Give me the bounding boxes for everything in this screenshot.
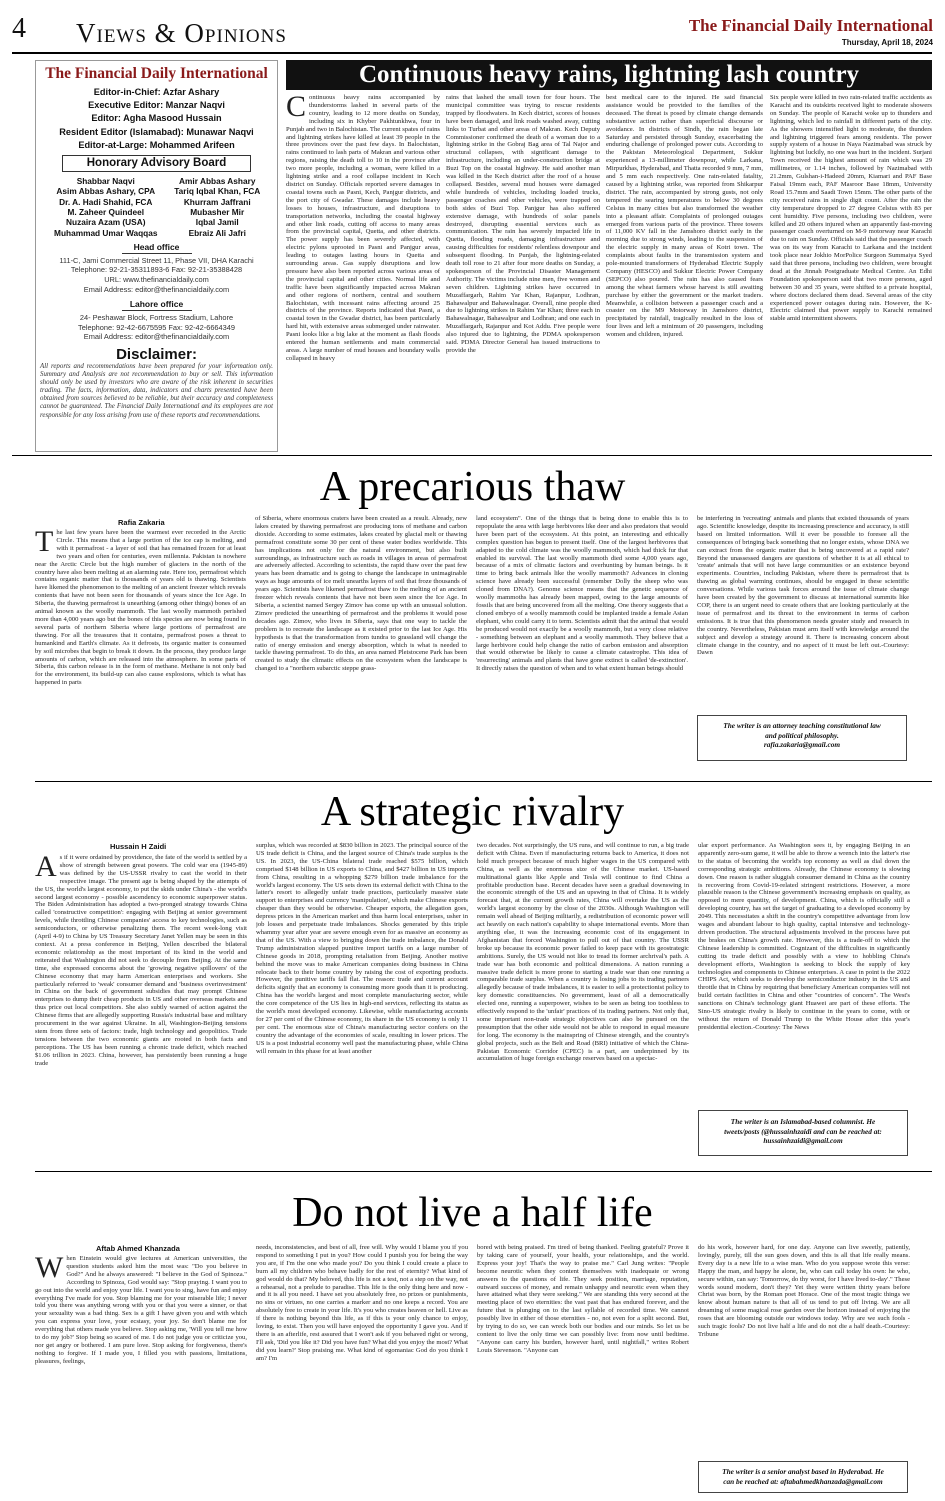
disclaimer-title: Disclaimer: bbox=[116, 345, 197, 363]
story4-col2-text: needs, inconsistencies, and best of all, free will. Why would I blame you if you respond to something I put in you? How could I punish you for being the way you are, if I'm the one who made you? Do you think I could create a place to burn all my children who behave badly for the rest of eternity? What kind of god would do that? My beloved, this life is not a test, not a step on the way, not a rehearsal, not a prelude to paradise. This life is the only thing here and now - and it is all you need. I have set you absolutely free, no prizes or punishments, no sins or virtues, no one carries a marker and no one keeps a record. You are absolutely free to create in your life. It's you who creates heaven or hell. Live as if there is nothing beyond this life, as if this is your only chance to enjoy, loving, to exist. Then you will have enjoyed the opportunity I gave you. And if there is an afterlife, rest assured that I won't ask if you behaved right or wrong, I'll ask, 'Did you like it? Did you have fun? What did you enjoy the most? What did you learn?' Stop praising me. What kind of egomaniac God do you think I am? I'm bbox=[256, 1244, 468, 1362]
story2-byline: Rafia Zakaria bbox=[118, 518, 165, 527]
masthead-date: Thursday, April 18, 2024 bbox=[841, 38, 933, 47]
story1-column-2 bbox=[446, 94, 600, 450]
editor-at-large: Editor-at-Large: Mohammed Arifeen bbox=[78, 139, 235, 150]
story1-bottom-rule bbox=[12, 455, 932, 456]
story4-writer-email: can be reached at: aftabahmedkhanzada@gmail.com bbox=[723, 1476, 883, 1486]
advisory-board-members bbox=[36, 174, 277, 238]
story3-col2-text: surplus, which was recorded at $830 billion in 2023. The principal source of the US trade deficit is China, and the largest source of China's trade surplus is the US. In 2023, the US-China bilateral trade reached $575 billion, which comprised $148 billion in US exports to China, and $427 billion in US imports from China, resulting in a whopping $279 billion trade imbalance for the world's largest economy. The US sets down its external deficit with China to the latter's resort to allegedly unfair trade practices, particularly massive state support to enterprises and currency 'manipulation', which make Chinese exports cheaper than they would be otherwise. Cheaper exports, the allegation goes, depress prices in the American market and thus harm local enterprises, usher in job losses and perpetuate trade imbalances. Shocks generated by this triple whammy year after year are severe enough even for as massive an economy as that of the US. With a view to bringing down the trade imbalance, the Donald Trump administration slapped punitive import tariffs on a large number of Chinese goods in 2018, prompting retaliation from Beijing. Another motive behind the move was to make American companies doing business in China relocate back to their home country by raising the cost of exporting products. However, the punitive tariffs fall flat. The reason: trade and current account deficits signify that an economy is consuming more goods than it is producing. China has the world's largest and most complete manufacturing sector, while the core competence of the US lies in high-end services, reflecting its status as the world's most developed economy. Likewise, while manufacturing accounts for 27 per cent of the Chinese economy, its share in the US economy is only 11 per cent. The enormous size of China's manufacturing sector confers on the country the advantage of the economies of scale, resulting in lower prices. The US is a post industrial economy well past the manufacturing phase, while China will remain in this phase for at least another bbox=[256, 842, 468, 1055]
lahore-office-address: 24- Peshawar Block, Fortress Stadium, Lahore bbox=[79, 313, 234, 323]
lahore-office-email: Email Address: editor@thefinancialdaily.com bbox=[83, 332, 230, 342]
story4-col3-text: bored with being praised. I'm tired of being thanked. Feeling grateful? Prove it by taking care of yourself, your health, your relationships, and the world. Express your joy! That's the way to praise me." Carl Jung writes: "People become neurotic when they content themselves with inadequate or wrong answers to the questions of life. They seek position, marriage, reputation, outward success of money, and remain unhappy and neurotic even when they have attained what they were seeking." We are standing this very second at the meeting place of two eternities: the vast past that has endured forever, and the future that is plunging on to the last syllable of recorded time. We cannot possibly live in either of those eternities - no, not even for a split second. But, by trying to do so, we can wreck both our bodies and our minds. So let us be content to live the only time we can possibly live: from now until bedtime. "Anyone can carry his burden, however hard, until nightfall," writes Robert Louis Stevenson. "Anyone can bbox=[477, 1244, 689, 1354]
story3-writer-note bbox=[698, 1110, 908, 1156]
advisory-member: Asim Abbas Ashary, CPA bbox=[56, 186, 156, 197]
story3-column-1 bbox=[35, 854, 247, 1168]
sidebar bbox=[35, 60, 278, 452]
story2-column-3 bbox=[476, 515, 688, 776]
sidebar-paper-name: The Financial Daily International bbox=[45, 65, 268, 82]
story3-col1-text: s if it were ordained by providence, the fate of the world is settled by a show of strength between great powers. The cold war era (1945-89) was defined by the US-USSR rivalry to cast the world in their respective image. The present age is being shaped by the attempts of the US, the world's largest economy, to put the skids under China's - the world's second largest economy - possible ascendency to economic superpower status. The Biden Administration has adopted a two-pronged strategy towards China called 'constructive competition': engaging with Beijing at senior government levels, while throttling Chinese companies' access to key technologies, such as semiconductors, or otherwise penalizing them. The recent week-long visit (April 4-9) to China by US Treasury Secretary Janet Yellen may be seen in this context. At a press conference in Beijing, Yellen described the bilateral economic relationship as the most important of its kind in the world and reiterated that Washington did not seek to decouple from Beijing. At the same time, she expressed concerns about the 'growing negative spillovers' of the Chinese economy that may harm American enterprises and workers. She particularly referred to 'weak' consumer demand and 'business overinvestment' in China on the back of government subsidies that may prompt Chinese enterprises to dump their cheap products in US and other overseas markets and thus price out local competitors. She also subtly warned of action against the Chinese firms that are allegedly supporting Russia's industrial base and military procurement in the war against Ukraine. In all, Washington-Beijing tensions stem from three sets of factors: trade, high technology and geopolitics. Trade tensions between the two economic giants are rooted in both facts and perceptions. The US has been running a chronic trade deficit, which reached $1.06 trillion in 2023. China, however, has persistently been running a huge trade bbox=[35, 854, 247, 1067]
story3-column-3 bbox=[477, 842, 689, 1168]
story4-col1-text: hen Einstein would give lectures at American universities, the question students asked him the most was: "Do you believe in God?" And he always answered: "I believe in the God of Spinoza." According to Spinoza, God would say: "Stop praying. I want you to go out into the world and enjoy your life. I want you to sing, have fun and enjoy everything I've made for you. Stop blaming me for your miserable life; I never told you there was anything wrong with you or that you were a sinner, or that your sexuality was a bad thing. Sex is a gift I have given you and with which you can express your love, your ecstasy, your joy. So don't blame me for everything that others made you believe. Stop asking me, 'Will you tell me how to do my job?' Stop being so scared of me. I do not judge you or criticize you, nor get angry or bothered. I am pure love. Stop asking for forgiveness, there's nothing to forgive. If I made you, I filled you with passions, limitations, pleasures, feelings, bbox=[35, 1255, 247, 1365]
editor-list bbox=[36, 86, 277, 152]
head-office-url: URL: www.thefinancialdaily.com bbox=[104, 274, 209, 284]
story3-bottom-rule bbox=[35, 1171, 932, 1172]
story4-column-3 bbox=[477, 1244, 689, 1483]
story1-col3-text: best medical care to the injured. He said financial assistance would be provided to the families of the deceased. The threat is posed by climate change demands substantive action rather than superficial discourse or avoidance. In districts of Sindh, the rain began late Saturday and persisted through Sunday, exacerbating the enduring challenge of prolonged power cuts. According to the Pakistan Meteorological Department, Sukkur experienced a 13-millimeter downpour, while Larkana, Mirpurkhas, Hyderabad, and Thatta recorded 9 mm, 7 mm, and 5 mm each respectively. One rain-related fatality, caused by a lightning strike, was reported from Shikarpur district. The rain, accompanied by strong gusts, not only tempered the searing temperatures to below 30 degrees Celsius in many cities but also transformed the weather into a pleasant affair. Complaints of prolonged outages emerged from various parts of the province. Three towers of 11,000 KV fall in the Jamshoro district early in the morning due to strong winds, leading to the suspension of the electric supply in many areas of Kotri town. The complaints about faults in the transmission system and pole-mounted transformers of Hyderabad Electric Supply Company (HESCO) and Sukkur Electric Power Company (SEPCO) also poured. The rain has also caused fears among the wheat farmers whose harvest is still awaiting purchase by either the government or the market traders. Meanwhile, a collision between a passenger coach and a coaster on the M9 Motorway in Jamshoro district, precipitated by rainfall, tragically resulted in the loss of four lives and left a minimum of 20 passengers, including women and children, injured. bbox=[606, 94, 763, 339]
story3-byline: Hussain H Zaidi bbox=[110, 842, 167, 851]
lahore-office-info bbox=[36, 313, 277, 342]
story2-writer-note bbox=[697, 715, 907, 761]
story4-writer-note bbox=[698, 1461, 908, 1493]
story3-col3-text: two decades. Not surprisingly, the US runs, and will continue to run, a big trade deficit with China. Even if manufacturing returns back to America, it does not hold much prospect because of much higher wages in the US compared with China, as well as the enormous size of the Chinese market. US-based multinational giants like Apple and Tesla will continue to find China a profitable production base. Recent decades have seen a gradual downswing in the economic strength of the US and an upswing in that of China. It is widely forecast that, at the current growth rates, China will overtake the US as the world's largest economy by the close of the 2030s. Although Washington will remain well ahead of Beijing militarily, a redistribution of economic power will act heavily on each nation's capability to shape international events. More than anything else, it was the increasing economic cost of its engagement in Afghanistan that forced Washington to pull out of that country. The USSR broke up because its economic power failed to keep pace with its geostrategic ambitions. Surely, the US would not like to tread its former archrival's path. A trade war has both economic and political dimensions. A nation running a massive trade deficit is more prone to starting a trade war than one running a comparable trade surplus. When a country is losing jobs to its trading partners allegedly because of trade imbalances, it is easier to sell a protectionist policy to key domestic constituencies. No government, least of all a democratically elected one, running a superpower, wishes to be seen as being too toothless to effectively respond to the 'unfair' practices of its trading partners. Not only that, some important non-trade strategic objectives can also be pursued on the presumption that the other side would not be able to respond in equal measure for long. The economy is the mainspring of Chinese strength, and the country's global projects, such as the Belt and Road (BRI) initiative of which the China-Pakistan Economic Corridor (CPEC) is a part, are underpinned by its accumulation of huge foreign exchange reserves based on a spectac- bbox=[477, 842, 689, 1063]
story2-col2-text: of Siberia, where enormous craters have been created as a result. Already, new lakes created by thawing permafrost are producing tons of methane and carbon dioxide. According to some estimates, lakes created by glacial melt or thawing permafrost constitute some 30 per cent of these water bodies worldwide. This has implications not only for the natural environment, but also built surroundings, as infrastructure such as roads in villages in areas of permafrost are adversely affected. According to scientists, the rapid thaw over the past few years has been dramatic and is going to change the landscape in unimaginable ways as huge amounts of ice melt unearths layers of soil that froze thousands of years ago. Scientists have likened permafrost thaw to the melting of an ancient freezer which reveals contents that have not been seen since the Ice Age. In Siberia, a scientist named Sergey Zimov has come up with an unusual solution. Zimov predicted the unearthing of permafrost and the problems it would pose decades ago. Zimov, who lives in Siberia, says that one way to tackle the problem is to recreate the landscape as it existed prior to the last Ice Age. His hypothesis is that the transformation from tundra to grassland will change the ratio of energy emission and energy absorption, which is what is needed to tackle thawing permafrost. To do this, an area named Pleistocene Park has been created to study the climatic effects on the ecosystem when the landscape is changed to a "northern subarctic steppe grass- bbox=[255, 515, 467, 673]
head-office-address: 111-C, Jami Commercial Street 11, Phase VII, DHA Karachi bbox=[59, 255, 254, 265]
advisory-member: Mubasher Mir bbox=[190, 206, 245, 217]
story4-headline: Do not live a half life bbox=[292, 1190, 653, 1236]
editor: Editor: Agha Masood Hussain bbox=[91, 113, 222, 124]
story4-byline: Aftab Ahmed Khanzada bbox=[96, 1244, 180, 1253]
story3-drop-cap: A bbox=[35, 854, 57, 883]
section-title: Views & Opinions bbox=[76, 18, 287, 48]
story2-col1-text: he last few years have been the warmest ever recorded in the Arctic Circle. This means that a large portion of the ice cap is melting, and with it permafrost - a layer of soil that has remained frozen for at least two years and often for centuries, even millennia. Pakistan is nowhere near the Arctic Circle but the high number of glaciers in the north of the country have also been melting at an alarming rate. Here too, permafrost which contains organic matter that is thousands of years old is thawing. Scientists have likened the phenomenon to the melting of an ancient freezer which reveals contents that have not been seen for thousands of years since the Ice Age. In Siberia, the thawing permafrost is unearthing (among other things) bones of an animal known as the woolly mammoth. The last woolly mammoth perished more than 4,000 years ago but the bones of this species are now being found in several parts of northern Siberia where large portions of permafrost are thawing. For all the treasures that it contains, permafrost poses a threat to humankind and Earth's climate. As it defrosts, its organic matter is consumed by soil microbes that begin to break it down. In the process, they produce large amounts of carbon, which are released into the atmosphere. In some parts of Siberia, this carbon release is in the form of methane. Methane is not only bad for the environment, its build-up can also cause explosions, which is what has happened in parts bbox=[35, 529, 246, 687]
story1-col4-text: Six people were killed in two rain-related traffic accidents as Karachi and its outskirts received light to moderate showers on Sunday. The people of Karachi woke up to thunders and lightning, which led to rainfall in different parts of the city. As the showers intensified light to moderate, the thunders and lightning triggered fears among residents. The power supply system of a house in Naya Nazimabad was struck by lightning but luckily, no one was hurt in the incident. Surjani Town received the highest amount of rain which was 29 millimetres, or 1.14 inches, followed by Nazimabad with 21.2mm, Gulshan-i-Hadeed 20mm, Kiamari and PAF Base Faisal 19mm each, PAF Masroor Base 18mm, University Road 15.7mm and Saadi Town 15mm. The other parts of the city received rains in single digit count. After the rain the city temperature dropped to 27 degree Celsius with 83 per cent humidity. Five persons, including two children, were killed and 20 others injured when an apparently fast-moving passenger coach overturned on M-9 motorway near Karachi due to rain on Sunday. Officials said that the passenger coach was on its way from Karachi to Larkana and the incident took place near Jokhio MorPolice Surgeon Summaiya Syed said that three persons, including two children, were brought dead at the Jinnah Postgraduate Medical Centre. An Edhi Foundation spokesperson said that two more persons, aged between 30 and 35 years, were shifted to a private hospital, where doctors declared them dead. Several areas of the city experienced power outages during rain. However, the K-Electric claimed that power supply to Karachi remained stable amid intermittent showers. bbox=[770, 94, 932, 323]
story3-writer-email: hussainhzaidi@gmail.com bbox=[763, 1136, 843, 1145]
advisory-board-title: Honorary Advisory Board bbox=[62, 155, 251, 172]
story2-writer-email: rafia.zakaria@gmail.com bbox=[763, 740, 841, 749]
disclaimer-text: All reports and recommendations have been prepared for your information only. Summary and Analysis are not recommendation to buy or sell. This information should only be used by investors who are aware of the risk inherent in securities trading. The facts, information, data, indicators and charts presented have been obtained from sources believed to be reliable, but their accuracy and completeness cannot be guaranteed. The Financial Daily International and its employees are not responsible for any loss arising from use of these reports and recommendations. bbox=[40, 362, 273, 419]
advisory-member: Khurram Jaffrani bbox=[183, 196, 251, 207]
advisory-member: Ebraiz Ali Jafri bbox=[188, 227, 246, 238]
story2-column-4 bbox=[697, 515, 909, 710]
head-office-phone: Telephone: 92-21-35311893-6 Fax: 92-21-35388428 bbox=[70, 265, 243, 275]
story2-writer-line: The writer is an attorney teaching constitutional law bbox=[723, 721, 881, 730]
story2-drop-cap: T bbox=[35, 529, 54, 558]
advisory-member: Iqbal Jamil bbox=[195, 217, 239, 228]
advisory-member: Shabbar Naqvi bbox=[76, 176, 135, 187]
story1-column-1 bbox=[286, 94, 440, 450]
story3-headline: A strategic rivalry bbox=[320, 789, 625, 835]
advisory-member: Dr. A. Hadi Shahid, FCA bbox=[59, 196, 153, 207]
story4-col4-text: do his work, however hard, for one day. Anyone can live sweetly, patiently, lovingly, purely, till the sun goes down, and this is all that life really means. Every day is a new life to a wise man. Who do you suppose wrote this verse: Happy the man, and happy he alone, he, who can call today his own: he who, secure within, can say: 'Tomorrow, do thy worst, for I have lived to-day'." These words sound modern, don't they? Yet they were written thirty years before Christ was born, by the Roman poet Horace. One of the most tragic things we know about human nature is that all of us tend to put off living. We are all dreaming of some magical rose garden over the horizon instead of enjoying the roses that are blooming outside our windows today. Why are we such fools - such tragic fools? Do not live half a life and do not die a half death.-Courtesy: Tribune bbox=[698, 1244, 910, 1338]
lahore-office-phone: Telephone: 92-42-6675595 Fax: 92-42-6664349 bbox=[78, 322, 235, 332]
story3-column-2 bbox=[256, 842, 468, 1168]
head-office-email: Email Address: editor@thefinancialdaily.com bbox=[83, 284, 230, 294]
resident-editor: Resident Editor (Islamabad): Munawar Naqvi bbox=[59, 126, 254, 137]
executive-editor: Executive Editor: Manzar Naqvi bbox=[88, 100, 225, 111]
story2-writer-line: and political philosophy. bbox=[765, 730, 839, 740]
story2-col3-text: land ecosystem". One of the things that is being done to enable this is to repopulate the area with large herbivores like deer and also predators that would have been part of the ecosystem. At this point, an interesting and ethically complex question has begun to present itself. One of the largest herbivores that adapted to the cold climate was the woolly mammoth, which had thick fur that enabled its survival. The last woolly mammoth died some 4,000 years ago, because of a mix of climatic factors and overhunting by human beings. Is it time to bring back animals like the woolly mammoth? Advances in cloning science have already been successful (remember Dolly the sheep who was cloned from DNA?). Genome science means that the genetic sequence of woolly mammoths has already been mapped, owing to the large amounts of fossils that are being uncovered from all the melting. One theory suggests that a cloned embryo of a woolly mammoth could be implanted inside a female Asian elephant, who could carry it to term. Scientists admit that the animal that would be produced would not exactly be a woolly mammoth, but a very close relative - something between an elephant and a woolly mammoth. They believe that a large herbivore could help change the ratio of carbon emission and absorption that would otherwise be likely to cause a climate catastrophe. This idea of 'resurrecting' animals and plants that have gone extinct is called 'de-extinction'. It directly raises the question of when and to what extent human beings should bbox=[476, 515, 688, 673]
story4-column-4 bbox=[698, 1244, 910, 1457]
advisory-member: Nuzaira Azam (USA) bbox=[66, 217, 146, 228]
story1-column-4 bbox=[770, 94, 932, 450]
story2-column-2 bbox=[255, 515, 467, 776]
story2-headline: A precarious thaw bbox=[319, 464, 626, 510]
story4-drop-cap: W bbox=[35, 1255, 64, 1284]
head-office-info bbox=[36, 256, 277, 294]
story2-col4-text: be interfering in 'recreating' animals and plants that existed thousands of years ago. Scientific knowledge, despite its increasing prescience and accuracy, is still based on limited information. Will it ever be possible to foresee all the consequences of bringing back something that no longer exists, whose DNA we can extract from the organic matter that is being uncovered at a rapid rate? Beyond the unassessed dangers are questions of whether it is at all ethical to 'create' animals that will not have large communities or an existence beyond experiments. Countries, including Pakistan, where there is permafrost that is thawing as global warming continues, should be engaged in these scientific conversations. While various task forces around the issue of climate change have been created by the government to discuss at international summits like COP, there is an urgent need to create others that are looking particularly at the issue of permafrost and its threat to the environment in terms of carbon emissions. It is true that this phenomenon needs greater study and research in the country. Nevertheless, Pakistan must arm itself with knowledge around the subject and develop a strategy around it. There is increasing concern about climate change in the country, and no aspect of it must be left out.-Courtesy: Dawn bbox=[697, 515, 909, 657]
page-number: 4 bbox=[12, 13, 26, 44]
story1-col2-text: rains that lashed the small town for four hours. The municipal committee was trying to rescue residents trapped by floodwaters. In Kech district, scores of houses have been damaged, and link roads washed away, cutting links to Turbat and other areas of Makran. Kech Deputy Commissioner confirmed the death of a woman due to a lightning strike in the Gobraj Bag area of Tal Najor and structural collapses, with significant damage to infrastructure, including an under-construction bridge at Buzi Top on the coastal highway. He said another man was killed in the Kech district after the roof of a house collapsed. Besides, several mud houses were damaged while hundreds of vehicles, including loaded trucks, passenger coaches and other vehicles, were trapped on both sides of Buzi Top. Panjgur has also suffered extensive damage, with hundreds of solar panels destroyed, disrupting essential services such as communication. The rain has severely impacted life in Quetta, flooding roads, damaging infrastructure and causing difficulties for residents' relentless downpour and subsequent flooding. In Punjab, the lightning-related death toll rose to 21 after four more deaths on Sunday, a spokesperson of the Provincial Disaster Management Authority. The victims include nine men, five women and seven children. Lightning strikes have occurred in Muzaffargarh, Rahim Yar Khan, Rajanpur, Lodhran, Bahawalpur and Bahawalnagar. Overall, nine people died due to lightning strikes in Rahim Yar Khan; three each in Bahawalnagar, Bahawalpur and Lodhran; and one each in Muzaffargarh, Rajanpur and Kot Addu. Five people were also injured due to lightning, the PDMA spokesperson said. PDMA Director General has issued instructions to provide the bbox=[446, 94, 600, 354]
story4-writer-line: The writer is a senior analyst based in Hyderabad. He bbox=[722, 1467, 884, 1476]
masthead-paper-name: The Financial Daily International bbox=[688, 16, 933, 35]
story3-col4-text: ular export performance. As Washington sees it, by engaging Beijing in an apparently zero-sum game, it will be able to throw a wrench into the latter's rise to the status of becoming the world's top economy as well as dial down the corresponding strategic ambitions. Already, the Chinese economy is slowing down. One reason is rather sluggish consumer demand in China as the country is recovering from Covid-19-related stringent restrictions. However, a more plausible reason is the Chinese government's increasing emphasis on quality, as opposed to mere quantity, of development. China, which is officially still a developing country, has set the target of graduating to a developed economy by 2049. This necessitates a shift in the country's competitive advantage from low wages and abundant labour to high quality, capital intensive and technology-driven production. The structural adjustments involved in the process have put the brakes on China's growth rate. However, this is a trade-off to which the Chinese leadership is committed. Cognizant of the difficulties in significantly cutting its trade deficit and possibly with a view to hobbling China's development efforts, Washington is seeking to block the supply of key technologies and components to Chinese enterprises. A case in point is the 2022 CHIPS Act, which seeks to develop the semiconductor industry in the US and throttle that in China by requiring that beneficiary American companies will not build certain facilities in China and other "countries of concern". The West's sanctions on China's technology giant Huawei are part of these efforts. The Sino-US strategic rivalry is likely to continue in the years to come, with or without the return of Donald Trump to the White House after this year's presidential election.-Courtesy: The News bbox=[698, 842, 910, 1031]
story3-column-4 bbox=[698, 842, 910, 1102]
story2-column-1 bbox=[35, 529, 246, 776]
masthead-rule bbox=[12, 52, 932, 54]
story1-headline: Continuous heavy rains, lightning lash country bbox=[286, 60, 932, 90]
advisory-member: M. Zaheer Quindeel bbox=[67, 206, 145, 217]
story4-column-2 bbox=[256, 1244, 468, 1483]
advisory-member: Tariq Iqbal Khan, FCA bbox=[174, 186, 261, 197]
editor-in-chief: Editor-in-Chief: Azfar Ashary bbox=[93, 87, 220, 97]
advisory-right-column bbox=[162, 176, 274, 238]
advisory-left-column bbox=[50, 176, 162, 238]
story3-writer-line: tweets/posts (@hussainhzaidi and can be reached at: bbox=[724, 1126, 882, 1136]
lahore-office-title: Lahore office bbox=[122, 299, 192, 311]
story2-bottom-rule bbox=[35, 781, 932, 782]
story1-drop-cap: C bbox=[286, 94, 307, 123]
head-office-title: Head office bbox=[122, 242, 192, 254]
advisory-member: Muhammad Umar Waqqas bbox=[54, 227, 158, 238]
story1-column-3 bbox=[606, 94, 763, 450]
story3-writer-line: The writer is an Islamabad-based columnist. He bbox=[730, 1117, 876, 1126]
story4-column-1 bbox=[35, 1255, 247, 1483]
story1-col1-text: ontinuous heavy rains accompanied by thunderstorms lashed in several parts of the country, leading to 12 more deaths on Sunday, including six in Khyber Pakhtunkhwa, four in Punjab and two in Balochistan. The current spates of rains and lightning strikes have killed at least 39 people in the three provinces over the past few days. In Balochistan, rains continued to lash parts of Makran and various other regions, raising the death toll to 10 in the province after two more people, including a woman, were killed in a lightning strike and a roof collapse incident in Kech district on Sunday. Officials reported severe damages in coastal towns such as Pasni, Kech, Panjgur districts, and the port city of Gwadar. These damages include heavy losses to houses, infrastructure, and disruptions to transportation networks, including the coastal highway and other link roads, cutting off access to many areas from the provincial capital, Quetta, and other districts. The power supply has been severely affected, with electric pylons uprooted in Pasni and Panjgur areas, leading to outages lasting hours in Quetta and surrounding areas. Gas supply disruptions and low pressure have also been reported across various areas of the provincial capital and other cities. Normal life and traffic have been significantly impacted across Makran and other regions of northern, central and southern Balochistan, with incessant rains affecting around 25 districts of the province. Reports indicated that Pasni, a coastal town in the Gwadar district, has been particularly hard hit, with extensive areas submerged under rainwater. Pasni looks like a big lake at the moment as flash floods entered the human settlements and main commercial areas. A large number of mud houses and boundary walls collapsed in heavy bbox=[286, 94, 440, 362]
advisory-member: Amir Abbas Ashary bbox=[179, 176, 256, 187]
